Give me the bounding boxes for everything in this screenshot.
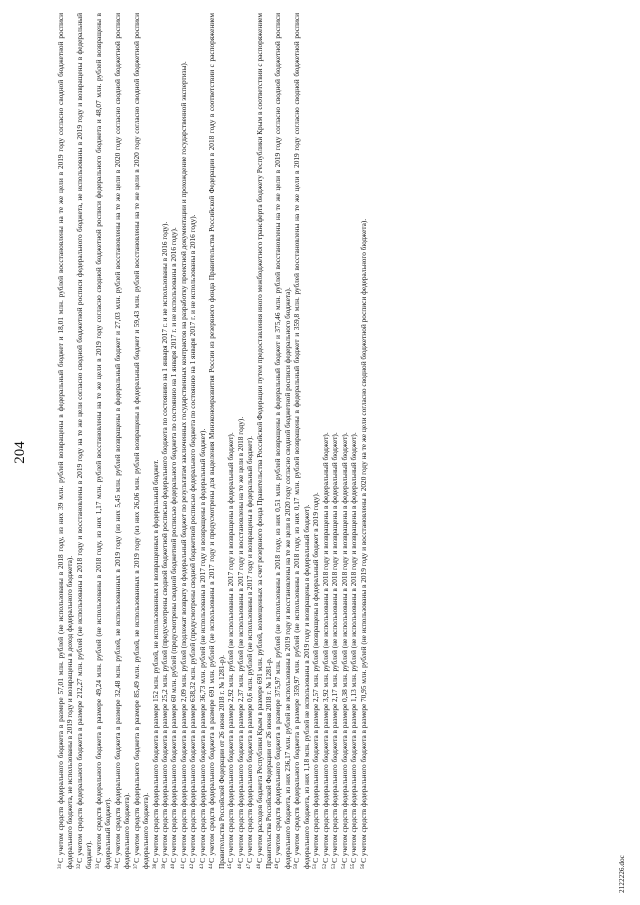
footnote: [179, 13, 188, 869]
footnote-text: С учетом средств федерального бюджета в размере 2,09 млн. рублей (подлежат возврату в федеральный бюджет по результатам заключенных государственных контрактов на разработку проектной документации и прохождение государственной экспертизы).: [178, 61, 188, 863]
footnote-text: С учетом средств федерального бюджета в размере 1,13 млн. рублей (не использованы в 2018 году и возвращены в федеральный бюджет).: [349, 432, 359, 863]
footnote: [132, 13, 151, 869]
footnote: [330, 13, 339, 869]
footnote-number: 55: [350, 863, 357, 869]
footnote: [245, 13, 254, 869]
footnote-number: 54: [340, 863, 347, 869]
footnote-number: 34: [113, 863, 120, 869]
footnote: [311, 13, 320, 869]
footnote: [75, 13, 94, 869]
footnote-text: С учетом средств федерального бюджета в размере 2,17 млн. рублей (не использованы в 2018 году и возвращены в федеральный бюджет).: [330, 432, 340, 863]
footnote-number: 44: [208, 863, 215, 869]
footnote: [188, 13, 197, 869]
footnote: [273, 13, 292, 869]
footnote-text: С учетом средств федерального бюджета в размере 57,01 млн. рублей (не использованы в 2018 году, из них 39 млн. рублей возвращены в федеральный бюджет и 18,01 млн. рублей восстановлены на те же цели в 2019 году согласно сводной бюджетной росписи федерального бюджета, не использованы в 2019 году и возвращены в доход федерального бюджета).: [56, 13, 75, 869]
footnote-text: С учетом средств федерального бюджета в размере 3,92 млн. рублей (не использованы в 2018 году и возвращены в федеральный бюджет).: [320, 432, 330, 863]
footnote-number: 53: [331, 863, 338, 869]
footnote-text: С учетом средств федерального бюджета в размере 2,57 млн. рублей (возвращены в федеральный бюджет в 2019 году).: [311, 492, 321, 863]
footnote-number: 38: [151, 863, 158, 869]
footnote: [340, 13, 349, 869]
document-code: 2122226.doc: [617, 855, 626, 893]
footnote-text: С учетом средств федерального бюджета в размере 60 млн. рублей (предусмотрены сводной бюджетной росписью федерального бюджета по состоянию на 1 января 2017 г. и не использованы в 2016 году).: [169, 227, 179, 863]
footnote: [236, 13, 245, 869]
footnote-text: С учетом средств федерального бюджета в размере 691 млн. рублей (не использованы в 2017 году и предусмотрены для выделения Минэкономразвития России из резервного фонда Правительства Российской Федерации в 2018 году в соответствии с распоряжением Правительства Российской Федерации от 26 июня 2018 г. № 1281-р).: [207, 13, 226, 869]
footnote-number: 45: [227, 863, 234, 869]
footnote: [226, 13, 235, 869]
footnote: [321, 13, 330, 869]
footnote-number: 39: [160, 863, 167, 869]
footnote-number: 40: [170, 863, 177, 869]
footnotes-block: [56, 13, 616, 869]
footnote-text: С учетом средств федерального бюджета в размере 25,2 млн. рублей (предусмотрены сводной бюджетной росписью федерального бюджета по состоянию на 1 января 2017 г. и не использованы в 2016 году).: [159, 221, 169, 863]
footnote-text: С учетом средств федерального бюджета в размере 359,97 млн. рублей (не использованы в 2018 году, из них 0,17 млн. рублей возвращены в федеральный бюджет и 359,8 млн. рублей восстановлены на те же цели в 2019 году согласно сводной бюджетной росписи федерального бюджета, из них 1,18 млн. рублей не использованы в 2019 году и возвращены в федеральный бюджет).: [292, 13, 311, 869]
footnote-number: 47: [246, 863, 253, 869]
footnote-text: С учетом средств федерального бюджета в размере 2,37 млн. рублей (не использованы в 2017 году и восстановлены на те же цели в 2018 году).: [235, 416, 245, 863]
footnote-number: 50: [293, 863, 300, 869]
footnote: [198, 13, 207, 869]
footnote-number: 52: [321, 863, 328, 869]
footnote: [292, 13, 311, 869]
footnote-text: С учетом средств федерального бюджета в размере 36,73 млн. рублей (не использованы в 2017 году и возвращены в федеральный бюджет).: [197, 428, 207, 863]
footnote-number: 51: [312, 863, 319, 869]
footnote-number: 33: [94, 863, 101, 869]
footnote: [94, 13, 113, 869]
footnote: [207, 13, 226, 869]
footnote-number: 31: [57, 863, 63, 869]
footnote: [349, 13, 358, 869]
footnote-number: 48: [255, 863, 262, 869]
footnote: [151, 13, 160, 869]
footnote-text: С учетом расходов бюджета Республики Крым в размере 691 млн. рублей, возмещенных за счет резервного фонда Правительства Российской Федерации путем предоставления иного межбюджетного трансферта бюджету Республики Крым в соответствии с распоряжением Правительства Российской Федерации от 26 июня 2018 г. № 1281-р.: [254, 13, 273, 869]
page-number: 204: [12, 441, 28, 464]
footnote-text: С учетом средств федерального бюджета в размере 638,32 млн. рублей (предусмотрены сводной бюджетной росписью федерального бюджета по состоянию на 1 января 2017 г. и не использованы в 2016 году).: [188, 214, 198, 863]
footnote-number: 32: [75, 863, 82, 869]
footnote: [160, 13, 169, 869]
footnote: [113, 13, 132, 869]
footnote-text: С учетом средств федерального бюджета в размере 375,97 млн. рублей (не использованы в 2018 году, из них 0,51 млн. рублей возвращены в федеральный бюджет и 375,46 млн. рублей восстановлены на те же цели в 2019 году согласно сводной бюджетной росписи федерального бюджета, из них 236,17 млн. рублей не использованы в 2019 году и восстановлены на те же цели в 2020 году согласно сводной бюджетной росписи федерального бюджета).: [273, 13, 292, 869]
footnote-text: С учетом средств федерального бюджета в размере 2,92 млн. рублей (не использованы в 2017 году и возвращены в федеральный бюджет).: [226, 432, 236, 863]
footnote-text: С учетом средств федерального бюджета в размере 70,95 млн. рублей (не использованы в 2019 году и восстановлены в 2020 году на те же цели согласно сводной бюджетной росписи федерального бюджета).: [358, 218, 368, 863]
footnote: [169, 13, 178, 869]
footnote-number: 46: [236, 863, 243, 869]
footnote-text: С учетом средств федерального бюджета в размере 152 млн. рублей, не использованных и возвращенных в федеральный бюджет.: [150, 459, 160, 863]
footnote-number: 56: [359, 863, 366, 869]
footnote-text: С учетом средств федерального бюджета в размере 85,49 млн. рублей, не использованных в 2019 году (из них 26,06 млн. рублей возвращены в федеральный бюджет и 59,43 млн. рублей восстановлены на те же цели в 2020 году согласно сводной бюджетной росписи федерального бюджета).: [131, 13, 151, 869]
footnote: [359, 13, 368, 869]
footnote-text: С учетом средств федерального бюджета в размере 49,24 млн. рублей (не использованы в 2018 году, из них 1,17 млн. рублей восстановлены на те же цели в 2019 году согласно сводной бюджетной росписи федерального бюджета и 48,07 млн. рублей возвращены в федеральный бюджет).: [93, 13, 113, 869]
footnote-text: С учетом средств федерального бюджета в размере 0,38 млн. рублей (не использованы в 2018 году и возвращены в федеральный бюджет).: [339, 432, 349, 863]
footnote-number: 41: [179, 863, 186, 869]
footnote: [255, 13, 274, 869]
footnote-number: 43: [198, 863, 205, 869]
footnote-text: С учетом средств федерального бюджета в размере 212,27 млн. рублей (не использованы в 2018 году и восстановлены в 2019 году на те же цели согласно сводной бюджетной росписи федерального бюджета, не использованы в 2019 году и возвращены в федеральный бюджет).: [74, 13, 94, 869]
footnote-number: 42: [189, 863, 196, 869]
footnote: [56, 13, 75, 869]
footnote-text: С учетом средств федерального бюджета в размере 32,48 млн. рублей, не использованных в 2019 году (из них 5,45 млн. рублей возвращены в федеральный бюджет и 27,03 млн. рублей восстановлены на те же цели в 2020 году согласно сводной бюджетной росписи федерального бюджета).: [112, 13, 132, 869]
footnote-number: 37: [132, 863, 139, 869]
footnote-text: С учетом средств федерального бюджета в размере 0,6 млн. рублей (не использованы в 2017 году и возвращены в федеральный бюджет).: [245, 436, 255, 863]
footnote-number: 49: [274, 863, 281, 869]
